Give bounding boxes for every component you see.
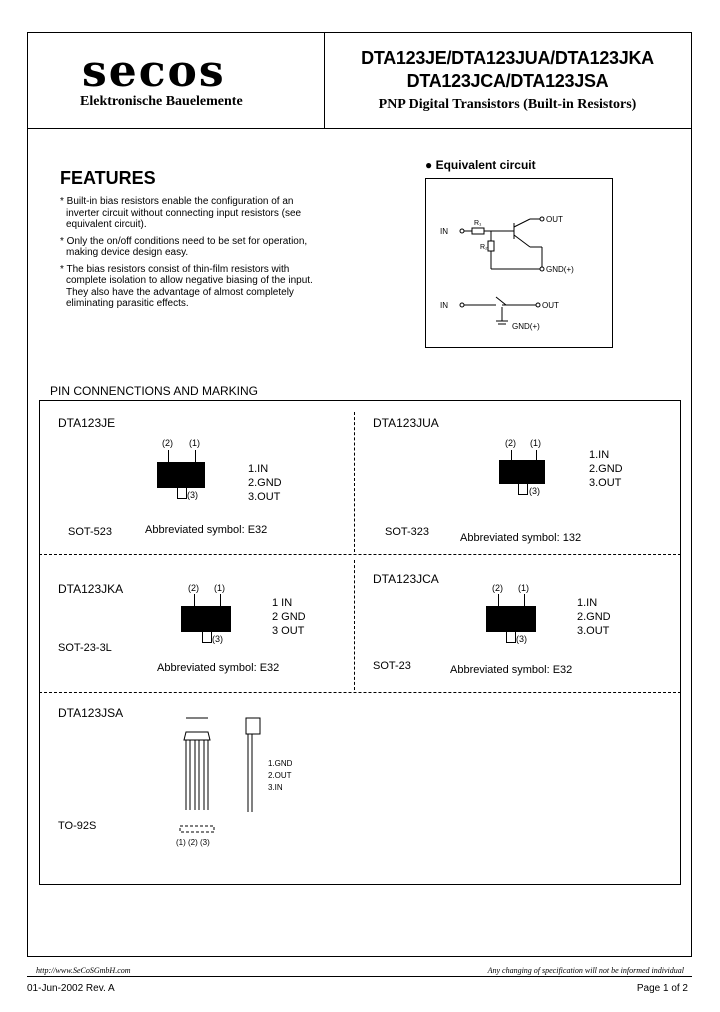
pin-list xyxy=(589,448,623,490)
pin-label: (2) xyxy=(162,438,173,448)
pin-list xyxy=(272,596,306,638)
pin-label: (3) xyxy=(529,486,540,496)
pin-lead xyxy=(202,632,212,643)
pin-section-title: PIN CONNENCTIONS AND MARKING xyxy=(50,384,259,398)
package-body xyxy=(157,462,205,488)
part-title-line1: DTA123JE/DTA123JUA/DTA123JKA xyxy=(361,48,654,68)
features-heading: FEATURES xyxy=(60,168,156,188)
pin-item: 2 GND xyxy=(272,611,306,623)
symbol-gnd-label: GND(+) xyxy=(512,322,540,331)
pin-item: 2.GND xyxy=(577,611,611,623)
symbol-out-label: OUT xyxy=(542,301,559,310)
feature-item: * Only the on/off conditions need to be set for operation, making device design easy. xyxy=(60,235,308,258)
pin-item: 1.IN xyxy=(589,449,610,461)
pin-label: (1) xyxy=(530,438,541,448)
package-name: SOT-23 xyxy=(373,660,411,672)
part-subtitle: PNP Digital Transistors (Built-in Resistors) xyxy=(378,97,637,112)
row-divider xyxy=(39,554,681,555)
pin-label: (1) xyxy=(518,583,529,593)
pin-item: 2.GND xyxy=(589,463,623,475)
pin-label: (2) xyxy=(505,438,516,448)
pin-item: 3 OUT xyxy=(272,625,305,637)
package-name: SOT-23-3L xyxy=(58,642,112,654)
circuit-out-label: OUT xyxy=(546,215,563,224)
header-divider xyxy=(324,32,325,128)
features-list xyxy=(60,196,320,315)
pin-lead xyxy=(506,632,516,643)
part-name: DTA123JKA xyxy=(58,582,124,596)
pin-item: 1.IN xyxy=(577,597,598,609)
package-body xyxy=(181,606,231,632)
pin-item: 1 IN xyxy=(272,597,293,609)
pin-label: (1) xyxy=(189,438,200,448)
pin-lead xyxy=(498,594,499,606)
part-name: DTA123JE xyxy=(58,416,116,430)
symbol-in-label: IN xyxy=(440,301,448,310)
part-name: DTA123JCA xyxy=(373,572,439,586)
footer-url[interactable]: http://www.SeCoSGmbH.com xyxy=(36,966,131,975)
equivalent-circuit-diagram xyxy=(426,179,614,349)
feature-item: * Built-in bias resistors enable the configuration of an inverter circuit without connecting input resistors (see equivalent circuit). xyxy=(60,196,302,230)
pin-item: 3.IN xyxy=(268,783,283,792)
pin-lead xyxy=(177,488,187,499)
abbreviated-symbol: Abbreviated symbol: E32 xyxy=(450,664,573,676)
circuit-gnd-label: GND(+) xyxy=(546,265,574,274)
package-name: SOT-523 xyxy=(68,526,113,538)
pin-label: (1) xyxy=(214,583,225,593)
footer-date: 01-Jun-2002 Rev. A xyxy=(27,983,115,994)
circuit-r2-label: R₂ xyxy=(480,244,488,251)
pin-item: 1.GND xyxy=(268,759,293,768)
to92s-package-drawing xyxy=(170,712,280,850)
pin-lead xyxy=(168,450,169,462)
pin-lead xyxy=(536,450,537,460)
row-divider xyxy=(39,692,681,693)
pin-lead xyxy=(194,594,195,606)
circuit-in-label: IN xyxy=(440,227,448,236)
pin-label: (2) xyxy=(188,583,199,593)
pin-list xyxy=(268,758,292,794)
cell-divider xyxy=(354,412,355,552)
package-name: TO-92S xyxy=(58,820,97,832)
package-body xyxy=(499,460,545,484)
pin-lead xyxy=(195,450,196,462)
package-body xyxy=(486,606,536,632)
pin-item: 3.OUT xyxy=(248,491,281,503)
pin-lead xyxy=(518,484,528,495)
package-name: SOT-323 xyxy=(385,526,430,538)
pin-list xyxy=(577,596,611,638)
pin-connections-box xyxy=(39,400,681,885)
header-rule xyxy=(27,128,692,129)
equivalent-circuit-box xyxy=(425,178,613,348)
footer-note: Any changing of specification will not be informed individual xyxy=(487,966,684,975)
pin-lead xyxy=(220,594,221,606)
part-name: DTA123JUA xyxy=(373,416,439,430)
part-name: DTA123JSA xyxy=(58,706,124,720)
footer-page: Page 1 of 2 xyxy=(636,983,688,994)
part-title-line2: DTA123JCA/DTA123JSA xyxy=(406,71,609,91)
abbreviated-symbol: Abbreviated symbol: 132 xyxy=(460,532,582,544)
pin-label: (3) xyxy=(212,634,223,644)
pin-lead xyxy=(511,450,512,460)
pin-label: (3) xyxy=(516,634,527,644)
pin-label: (3) xyxy=(187,490,198,500)
pin-label: (2) xyxy=(492,583,503,593)
footer-rule xyxy=(27,976,692,977)
feature-item: * The bias resistors consist of thin-film resistors with complete isolation to allow negative biasing of the input. They also have the advantage of almost completely eliminating parasitic effects. xyxy=(60,263,313,309)
pin-item: 1.IN xyxy=(248,463,269,475)
equivalent-circuit-title: Equivalent circuit xyxy=(435,158,536,172)
pin-lead xyxy=(524,594,525,606)
abbreviated-symbol: Abbreviated symbol: E32 xyxy=(157,662,280,674)
abbreviated-symbol: Abbreviated symbol: E32 xyxy=(145,524,268,536)
pin-order-label: (1) (2) (3) xyxy=(176,838,210,847)
cell-divider xyxy=(354,560,355,690)
company-logo: secos xyxy=(82,46,226,97)
pin-list xyxy=(248,462,282,504)
equivalent-circuit-heading: ● Equivalent circuit xyxy=(425,158,536,172)
company-name: Elektronische Bauelemente xyxy=(80,94,243,109)
pin-item: 3.OUT xyxy=(589,477,622,489)
pin-item: 2.GND xyxy=(248,477,282,489)
pin-item: 2.OUT xyxy=(268,771,292,780)
circuit-r1-label: R₁ xyxy=(474,220,482,227)
pin-item: 3.OUT xyxy=(577,625,610,637)
